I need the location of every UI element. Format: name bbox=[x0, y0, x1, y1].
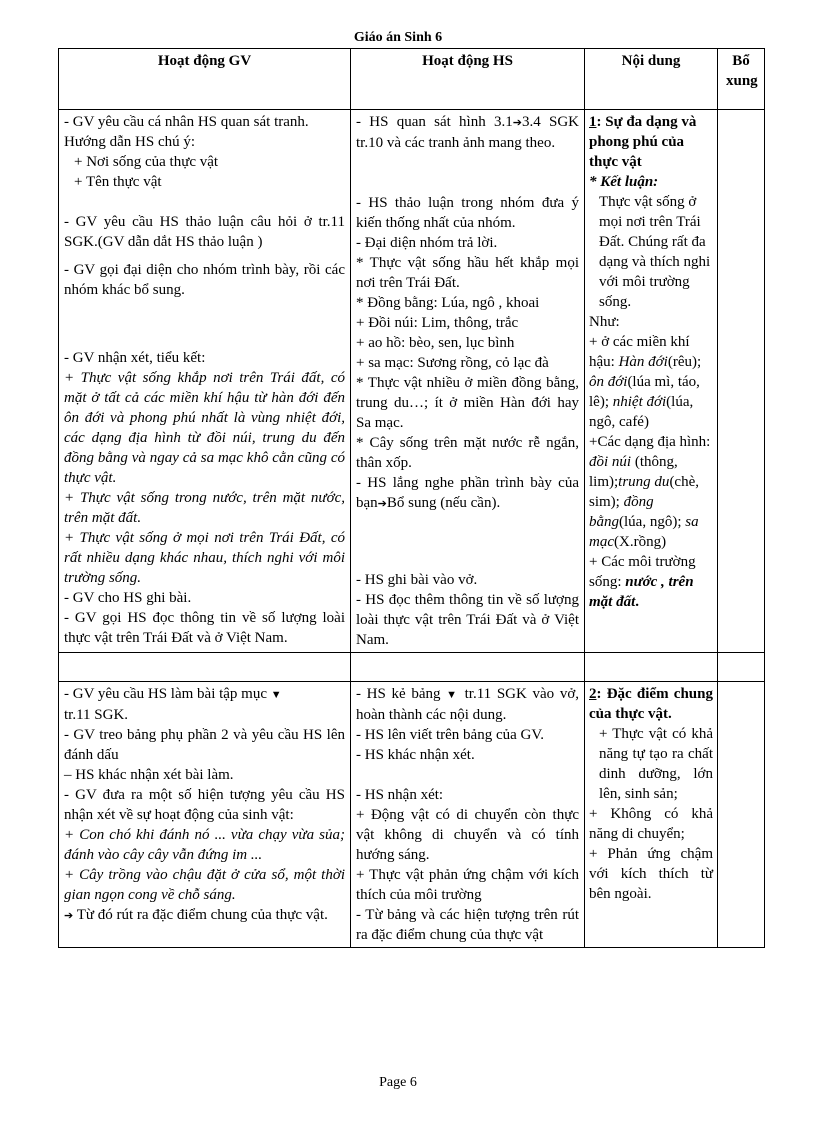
page-header: Giáo án Sinh 6 bbox=[353, 30, 443, 45]
gv-line: + Thực vật sống khắp nơi trên Trái đất, có mặt ở tất cả các miền khí hậu từ hàn đới đến ôn đới và phong phú nhất là vùng nhiệt đới, các dạng địa hình từ đồi núi, trung du đến đồng bằng và ngay cả sa mạc khô cằn cũng có thực vật. bbox=[64, 370, 345, 486]
header-hoat-dong-gv: Hoạt động GV bbox=[59, 49, 351, 110]
page-number: Page 6 bbox=[379, 1075, 417, 1090]
hs-line: - Từ bảng và các hiện tượng trên rút ra đặc điểm chung của thực vật bbox=[356, 907, 579, 943]
nd-text: + Phản ứng chậm với kích thích từ bên ngoài. bbox=[589, 846, 713, 902]
gv-line: tr.11 SGK. bbox=[64, 707, 129, 723]
gv-line: - GV yêu cầu cá nhân HS quan sát tranh. bbox=[64, 114, 309, 130]
nd-text: Thực vật sống ở mọi nơi trên Trái Đất. Chúng rất đa dạng và thích nghi với môi trường sống. bbox=[599, 194, 711, 310]
gv-cell-section2 bbox=[59, 682, 351, 948]
gv-line: ➔ Từ đó rút ra đặc điểm chung của thực vật. bbox=[64, 907, 328, 923]
gv-line: + Thực vật sống ở mọi nơi trên Trái Đất, có rất nhiều dạng khác nhau, thích nghi với môi trường sống. bbox=[64, 530, 345, 586]
hs-line: + ao hồ: bèo, sen, lục bình bbox=[356, 335, 515, 351]
gv-cell-section1 bbox=[59, 110, 351, 653]
conclusion-label: * Kết luận: bbox=[589, 174, 659, 190]
table-row bbox=[59, 682, 765, 948]
gv-line: + Con chó khi đánh nó ... vừa chạy vừa sủa; đánh vào cây cây vẫn đứng im ... bbox=[64, 827, 345, 863]
hs-line: * Thực vật sống hầu hết khắp mọi nơi trên Trái Đất. bbox=[356, 255, 579, 291]
gv-line: - GV cho HS ghi bài. bbox=[64, 590, 192, 606]
hs-cell-section1 bbox=[351, 110, 585, 653]
table-row bbox=[59, 110, 765, 653]
bo-xung-cell bbox=[718, 110, 765, 653]
nd-cell-section1 bbox=[585, 110, 718, 653]
hs-line: - HS đọc thêm thông tin về số lượng loài thực vật trên Trái Đất và ở Việt Nam. bbox=[356, 592, 579, 648]
hs-line: - Đại diện nhóm trả lời. bbox=[356, 235, 498, 251]
hs-line: + Động vật có di chuyển còn thực vật không di chuyển và có tính hướng sáng. bbox=[356, 807, 579, 863]
arrow-right-icon: ➔ bbox=[512, 117, 522, 129]
hs-line: - HS nhận xét: bbox=[356, 787, 444, 803]
gv-line: + Cây trồng vào chậu đặt ở cửa sổ, một thời gian ngọn cong về chỗ sáng. bbox=[64, 867, 345, 903]
hs-line: + sa mạc: Sương rồng, cỏ lạc đà bbox=[356, 355, 549, 371]
gv-line: - GV treo bảng phụ phần 2 và yêu cầu HS lên đánh dấu bbox=[64, 727, 345, 763]
nd-text: + Không có khả năng di chuyển; bbox=[589, 806, 713, 842]
hs-line: * Đồng bằng: Lúa, ngô , khoai bbox=[356, 295, 540, 311]
gv-line: - GV gọi HS đọc thông tin về số lượng loài thực vật trên Trái Đất và ở Việt Nam. bbox=[64, 610, 345, 646]
nd-text: + ở các miền khí hậu: Hàn đới(rêu); ôn đới(lúa mì, táo, lê); nhiệt đới(lúa, ngô, café) bbox=[589, 334, 702, 430]
lesson-table bbox=[58, 48, 765, 948]
header-noi-dung: Nội dung bbox=[585, 49, 718, 110]
nd-cell-section2 bbox=[585, 682, 718, 948]
gv-line: - GV yêu cầu HS thảo luận câu hỏi ở tr.11 SGK.(GV dẫn dắt HS thảo luận ) bbox=[64, 214, 345, 250]
gv-line: Hướng dẫn HS chú ý: bbox=[64, 134, 196, 150]
nd-text: +Các dạng địa hình: đồi núi (thông, lim);trung du(chè, sim); đồng bằng(lúa, ngô); sa mạc(X.rồng) bbox=[589, 434, 711, 550]
hs-line: - HS khác nhận xét. bbox=[356, 747, 475, 763]
arrow-right-icon: ➔ bbox=[377, 498, 387, 510]
table-header-row bbox=[59, 49, 765, 110]
section-title: 2: Đặc điểm chung của thực vật. bbox=[589, 686, 713, 722]
gv-line: – HS khác nhận xét bài làm. bbox=[64, 767, 234, 783]
header-bo-xung: Bổ xung bbox=[718, 49, 765, 110]
arrow-right-icon: ➔ bbox=[64, 910, 74, 922]
gv-line: - GV yêu cầu HS làm bài tập mục ▼ bbox=[64, 686, 282, 702]
gv-line: + Nơi sống của thực vật bbox=[74, 154, 219, 170]
triangle-down-icon: ▼ bbox=[270, 689, 282, 701]
nd-text: + Thực vật có khả năng tự tạo ra chất dinh dưỡng, lớn lên, sinh sản; bbox=[599, 726, 713, 802]
hs-line: + Thực vật phản ứng chậm với kích thích của môi trường bbox=[356, 867, 579, 903]
gv-line: + Thực vật sống trong nước, trên mặt nước, trên mặt đất. bbox=[64, 490, 345, 526]
hs-line: - HS kẻ bảng ▼ tr.11 SGK vào vở, hoàn thành các nội dung. bbox=[356, 686, 579, 723]
gv-line: - GV nhận xét, tiểu kết: bbox=[64, 350, 206, 366]
table-spacer-row bbox=[59, 653, 765, 682]
header-hoat-dong-hs: Hoạt động HS bbox=[351, 49, 585, 110]
bo-xung-cell bbox=[718, 682, 765, 948]
hs-line: - HS ghi bài vào vở. bbox=[356, 572, 478, 588]
hs-line: * Thực vật nhiều ở miền đồng bằng, trung du…; ít ở miền Hàn đới hay Sa mạc. bbox=[356, 375, 579, 431]
triangle-down-icon: ▼ bbox=[446, 689, 459, 701]
hs-cell-section2 bbox=[351, 682, 585, 948]
hs-line: + Đồi núi: Lim, thông, trắc bbox=[356, 315, 519, 331]
hs-line: - HS lắng nghe phần trình bày của bạn➔Bổ sung (nếu cần). bbox=[356, 475, 579, 511]
hs-line: - HS quan sát hình 3.1➔3.4 SGK tr.10 và các tranh ảnh mang theo. bbox=[356, 114, 579, 151]
nd-text: Như: bbox=[589, 314, 620, 330]
hs-line: - HS lên viết trên bảng của GV. bbox=[356, 727, 545, 743]
nd-text: + Các môi trường sống: nước , trên mặt đất. bbox=[589, 554, 696, 610]
gv-line: + Tên thực vật bbox=[74, 174, 162, 190]
gv-line: - GV gọi đại diện cho nhóm trình bày, rồi các nhóm khác bổ sung. bbox=[64, 262, 345, 298]
hs-line: - HS thảo luận trong nhóm đưa ý kiến thống nhất của nhóm. bbox=[356, 195, 579, 231]
hs-line: * Cây sống trên mặt nước rễ ngắn, thân xốp. bbox=[356, 435, 579, 471]
gv-line: - GV đưa ra một số hiện tượng yêu cầu HS nhận xét về sự hoạt động của sinh vật: bbox=[64, 787, 345, 823]
section-title: 1: Sự đa dạng và phong phú của thực vật bbox=[589, 114, 697, 170]
